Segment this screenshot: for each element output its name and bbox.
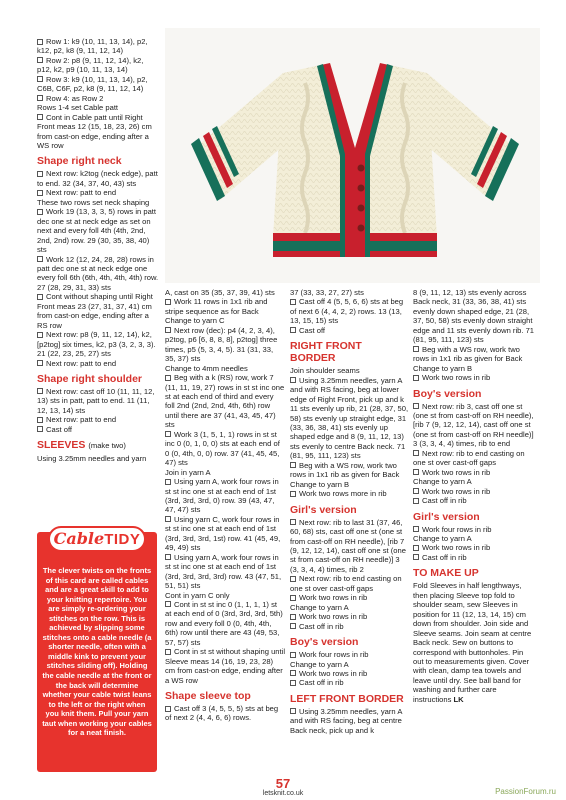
instruction-line: Cast off in rib	[413, 553, 535, 562]
column-1	[37, 37, 159, 464]
instruction-line: Using 3.25mm needles, yarn A and with RS facing, beg at lower edge of Right Front, pick up and k 11 sts evenly up rib, 21 (28, 37, 50, 58) sts evenly up straight edge, 31 (33, 36, 38, 41) sts evenly up shaped edge and 8 (9, 11, 12, 13) sts evenly to centre Back neck. 71 (81, 95, 111, 123) sts	[290, 375, 409, 461]
checkbox[interactable]	[290, 462, 296, 468]
checkbox[interactable]	[290, 595, 296, 601]
site-url[interactable]: letsknit.co.uk	[262, 790, 304, 797]
column-4	[413, 288, 535, 704]
checkbox[interactable]	[290, 614, 296, 620]
shape-right-neck-heading: Shape right neck	[37, 155, 122, 168]
pattern-rows	[37, 37, 159, 103]
instruction-line: Next row: p8 (9, 11, 12, 14), k2, [p2tog] six times, k2, p3 (3, 2, 3, 3). 21 (22, 23, 25, 27) sts	[37, 330, 156, 359]
checkbox[interactable]	[413, 488, 419, 494]
sleeves-instructions	[165, 288, 285, 685]
instruction-line: Work two rows more in rib	[290, 489, 410, 498]
checkbox[interactable]	[37, 209, 43, 215]
checkbox[interactable]	[165, 327, 171, 333]
instruction-line: Cast off in rib	[413, 496, 535, 505]
instruction-line: Cont in st st inc 0 (1, 1, 1, 1) st at each end of 0 (3rd, 3rd, 3rd, 5th) row and every foll 0 (0, 4th, 4th, 6th) row until there are 43 (49, 53, 57, 57) sts	[165, 599, 283, 647]
checkbox[interactable]	[165, 299, 171, 305]
checkbox[interactable]	[165, 601, 171, 607]
checkbox[interactable]	[37, 114, 43, 120]
boys-version-heading: Boy's version	[290, 636, 359, 649]
instruction-line: Work four rows in rib	[413, 525, 535, 534]
instruction-line: Cont in yarn C only	[165, 590, 230, 600]
girls-version-heading-2: Girl's version	[413, 510, 480, 523]
instruction-line: Work 3 (1, 5, 1, 1) rows in st st inc 0 (0, 1, 0, 0) sts at each end of 0 (0, 4th, 0, 0) row. 37 (41, 45, 45, 47) sts	[165, 429, 280, 468]
girls-version-list	[290, 518, 410, 631]
instruction-line: Work two rows in rib	[413, 543, 535, 552]
instruction-line: Using yarn A, work four rows in st st inc one st at each end of 1st (3rd, 3rd, 3rd, 0) row. 39 (43, 47, 47, 47) sts	[165, 477, 279, 515]
instruction-line: Work two rows in rib	[413, 373, 535, 382]
cable-tidy-text: The clever twists on the fronts of this card are called cables and are a great skill to add to your knitting repertoire. You are simply re-ordering your stitches on the row. This is achieved by slipping some stitches onto a cable needle (a shorter needle, often with a middle kink to prevent your stitches sliding off). Holding the cable needle at the front or the back will determine whether your cable twist leans to the left or the right when you knit them. Pull your yarn taut when working your cables for a neat finish.	[42, 566, 152, 738]
left-front-border-list	[290, 707, 410, 735]
shape-right-shoulder-list	[37, 387, 159, 434]
checkbox[interactable]	[165, 375, 171, 381]
checkbox[interactable]	[290, 576, 296, 582]
instruction-line: These two rows set neck shaping	[37, 197, 150, 207]
checkbox[interactable]	[37, 294, 43, 300]
checkbox[interactable]	[413, 375, 419, 381]
instruction-line: Work 12 (12, 24, 28, 28) rows in patt dec one st at neck edge one every foll 6th (6th, 4th, 4th, 4th) row. 27 (28, 29, 31, 33) sts	[37, 254, 159, 292]
instruction-line: Cast off 3 (4, 5, 5, 5) sts at beg of next 2 (4, 4, 6, 6) rows.	[165, 704, 279, 723]
checkbox[interactable]	[290, 680, 296, 686]
shape-sleeve-top-heading: Shape sleeve top	[165, 690, 251, 703]
checkbox[interactable]	[165, 479, 171, 485]
boys-version-list-2	[413, 402, 535, 506]
instruction-line: Using yarn A, work four rows in st st inc one st at each end of 1st (3rd, 3rd, 3rd, 3rd) row. 43 (47, 51, 51, 51) sts	[165, 552, 282, 591]
rows-set-note: Rows 1-4 set Cable patt	[37, 103, 119, 113]
checkbox[interactable]	[290, 708, 296, 714]
checkbox[interactable]	[165, 649, 171, 655]
instruction-line: Change to yarn C	[165, 316, 225, 326]
checkbox[interactable]	[290, 377, 296, 383]
shape-right-shoulder-heading: Shape right shoulder	[37, 372, 143, 385]
checkbox[interactable]	[290, 652, 296, 658]
page-number: 57	[275, 776, 291, 791]
instruction-line: Using yarn C, work four rows in st st inc one st at each end of 1st (3rd, 3rd, 3rd, 1st) row. 41 (45, 49, 49, 49) sts	[165, 514, 281, 553]
girls-version-heading: Girl's version	[290, 503, 357, 516]
checkbox[interactable]	[165, 431, 171, 437]
checkbox[interactable]	[37, 256, 43, 262]
sleeve-top-continued	[290, 288, 410, 335]
instruction-line: Beg with a WS row, work two rows in 1x1 rib as given for Back	[413, 344, 523, 364]
boys-version-heading-2: Boy's version	[413, 387, 482, 400]
instruction-line: Cont in st st without shaping until Sleeve meas 14 (16, 19, 23, 28) cm from cast-on edge, ending after a WS row	[165, 647, 286, 685]
left-front-border-continued	[413, 288, 535, 383]
girls-version-list-2	[413, 525, 535, 563]
to-make-up-heading: TO MAKE UP	[413, 567, 479, 580]
cable-tidy-title: CableTIDY	[53, 529, 141, 548]
checkbox[interactable]	[165, 706, 171, 712]
instruction-line: Work 19 (13, 3, 3, 5) rows in patt dec one st at neck edge as set on next and every foll 4th (4th, 2nd, 2nd, 2nd) row. 29 (30, 35, 38, 40) sts	[37, 207, 157, 255]
sleeves-heading: SLEEVES (make two)	[37, 439, 126, 452]
checkbox[interactable]	[37, 417, 43, 423]
instruction-line: Join shoulder seams	[290, 366, 360, 376]
instruction-line: Cast off	[290, 326, 410, 335]
cont-cable-instruction: Cont in Cable patt until Right Front meas 12 (15, 18, 23, 26) cm from cast-on edge, ending after a WS row	[37, 112, 152, 150]
right-front-border-heading: RIGHT FRONT BORDER	[290, 340, 362, 365]
checkbox[interactable]	[37, 332, 43, 338]
instruction-line: Next row: patt to end	[37, 359, 159, 368]
instruction-line: Next row: k2tog (neck edge), patt to end. 32 (34, 37, 40, 43) sts	[37, 169, 158, 188]
checkbox[interactable]	[37, 39, 43, 45]
checkbox[interactable]	[413, 498, 419, 504]
instruction-line: Cast off	[37, 425, 159, 434]
checkbox[interactable]	[290, 519, 296, 525]
to-make-up-text: Fold Sleeves in half lengthways, then placing Sleeve top fold to shoulder seam, sew Sleeves in position for 11 (12, 13, 14, 15) cm down from shoulder. Join side and Sleeve seams. Join seam at centre Back neck. Sew on buttons to correspond with buttonholes. Pin out to measurements given. Cover with clean, damp tea towels and leave until dry. See ball band for washing and further care instructions LK	[413, 581, 532, 704]
checkbox[interactable]	[290, 670, 296, 676]
instruction-line: Cont without shaping until Right Front meas 23 (27, 31, 37, 41) cm from cast-on edge, ending after a RS row	[37, 292, 153, 330]
left-front-border-heading: LEFT FRONT BORDER	[290, 692, 404, 705]
instruction-line: Beg with a WS row, work two rows in 1x1 rib as given for Back	[290, 460, 400, 480]
instruction-line: A, cast on 35 (35, 37, 39, 41) sts	[165, 288, 275, 297]
instruction-line: Cast off 4 (5, 5, 6, 6) sts at beg of next 6 (4, 4, 2, 2) rows. 13 (13, 13, 15, 15) sts	[290, 297, 404, 326]
checkbox[interactable]	[413, 403, 419, 409]
shape-sleeve-top-list	[165, 704, 285, 723]
checkbox[interactable]	[413, 545, 419, 551]
sleeves-intro: Using 3.25mm needles and yarn	[37, 454, 147, 464]
checkbox[interactable]	[37, 388, 43, 394]
watermark: PassionForum.ru	[495, 787, 556, 796]
instruction-line: Beg with a k (RS) row, work 7 (11, 11, 19, 27) rows in st st inc one st at each end of third and every foll 2nd (2nd, 2nd, 4th, 6th) row until there are 37 (41, 43, 45, 47) sts	[165, 373, 285, 430]
instruction-line: Change to yarn A	[290, 659, 349, 669]
checkbox[interactable]	[37, 95, 43, 101]
checkbox[interactable]	[37, 171, 43, 177]
boys-version-list	[290, 650, 410, 688]
checkbox[interactable]	[37, 57, 43, 63]
instruction-line: Change to yarn A	[413, 533, 472, 543]
cardigan-photo	[165, 28, 540, 283]
checkbox[interactable]	[290, 327, 296, 333]
checkbox[interactable]	[413, 554, 419, 560]
instruction-line: Change to 4mm needles	[165, 363, 248, 373]
instruction-line: Next row: rib to last 31 (37, 46, 60, 68) sts, cast off one st (one st from cast-off on RH needle), [rib 7 (9, 12, 12, 14), cast off one st (one st from cast-off on RH needle)] 3 (3, 3, 4, 4) times, rib 2	[290, 517, 406, 574]
instruction-line: Change to yarn A	[290, 602, 349, 612]
checkbox[interactable]	[290, 491, 296, 497]
checkbox[interactable]	[413, 526, 419, 532]
instruction-line: Work four rows in rib	[290, 650, 410, 659]
instruction-line: Join in yarn A	[165, 467, 211, 477]
checkbox[interactable]	[413, 346, 419, 352]
instruction-line: Work two rows in rib	[290, 612, 410, 621]
instruction-line: Next row: cast off 10 (11, 11, 12, 13) sts in patt, patt to end. 11 (11, 12, 13, 14) sts	[37, 386, 155, 415]
instruction-line: Work two rows in rib	[290, 593, 410, 602]
instruction-line: 37 (33, 33, 27, 27) sts	[290, 288, 364, 297]
pattern-row: Row 4: as Row 2	[37, 94, 159, 103]
instruction-line: Next row: rib to end casting on one st over cast-off gaps	[290, 574, 402, 593]
instruction-line: Next row: patt to end	[37, 415, 159, 424]
checkbox[interactable]	[37, 190, 43, 196]
pattern-row: Row 2: p8 (9, 11, 12, 14), k2, p12, k2, p9 (10, 11, 13, 14)	[37, 55, 144, 75]
checkbox[interactable]	[413, 469, 419, 475]
checkbox[interactable]	[165, 554, 171, 560]
checkbox[interactable]	[290, 299, 296, 305]
instruction-line: Work two rows in rib	[290, 669, 410, 678]
instruction-line: Change to yarn B	[290, 479, 350, 489]
instruction-line: 8 (9, 11, 12, 13) sts evenly across Back neck, 31 (33, 36, 38, 41) sts evenly down shaped edge, 21 (28, 37, 50, 58) sts evenly down straight edge and 11 sts evenly down rib. 71 (81, 95, 111, 123) sts	[413, 288, 535, 345]
checkbox[interactable]	[37, 76, 43, 82]
column-3	[290, 288, 410, 735]
instruction-line: Next row: rib 3, cast off one st (one st from cast-off on RH needle), [rib 7 (9, 12, 12, 14), cast off one st (one st from cast-off on RH needle)] 3 (3, 3, 4, 4) times, rib to end	[413, 401, 534, 449]
instruction-line: Cast off in rib	[290, 622, 410, 631]
right-front-border-list	[290, 366, 410, 498]
instruction-line: Cast off in rib	[290, 678, 410, 687]
cardigan-illustration	[165, 28, 540, 283]
shape-right-neck-list	[37, 169, 159, 368]
checkbox[interactable]	[413, 450, 419, 456]
checkbox[interactable]	[290, 623, 296, 629]
instruction-line: Work two rows in rib	[413, 468, 535, 477]
instruction-line: Using 3.25mm needles, yarn A and with RS facing, beg at centre Back neck, pick up and k	[290, 706, 402, 735]
checkbox[interactable]	[165, 516, 171, 522]
instruction-line: Change to yarn B	[413, 363, 473, 373]
instruction-line: Work two rows in rib	[413, 487, 535, 496]
pattern-row: Row 3: k9 (10, 11, 13, 14), p2, C6B, C6F, p2, k8 (9, 11, 12, 14)	[37, 74, 148, 94]
instruction-line: Work 11 rows in 1x1 rib and stripe sequence as for Back	[165, 297, 268, 316]
instruction-line: Next row: patt to end	[37, 188, 159, 197]
checkbox[interactable]	[37, 426, 43, 432]
instruction-line: Next row: rib to end casting on one st over cast-off gaps	[413, 448, 525, 468]
checkbox[interactable]	[37, 360, 43, 366]
column-2	[165, 288, 285, 723]
instruction-line: Next row (dec): p4 (4, 2, 3, 4), p2tog, p6 [6, 8, 8, 8], p2tog] three times, p5 (5, 3, 4, 5). 31 (31, 33, 35, 37) sts	[165, 325, 278, 364]
instruction-line: Change to yarn A	[413, 477, 472, 487]
pattern-row: Row 1: k9 (10, 11, 13, 14), p2, k12, p2, k8 (9, 11, 12, 14)	[37, 37, 148, 56]
